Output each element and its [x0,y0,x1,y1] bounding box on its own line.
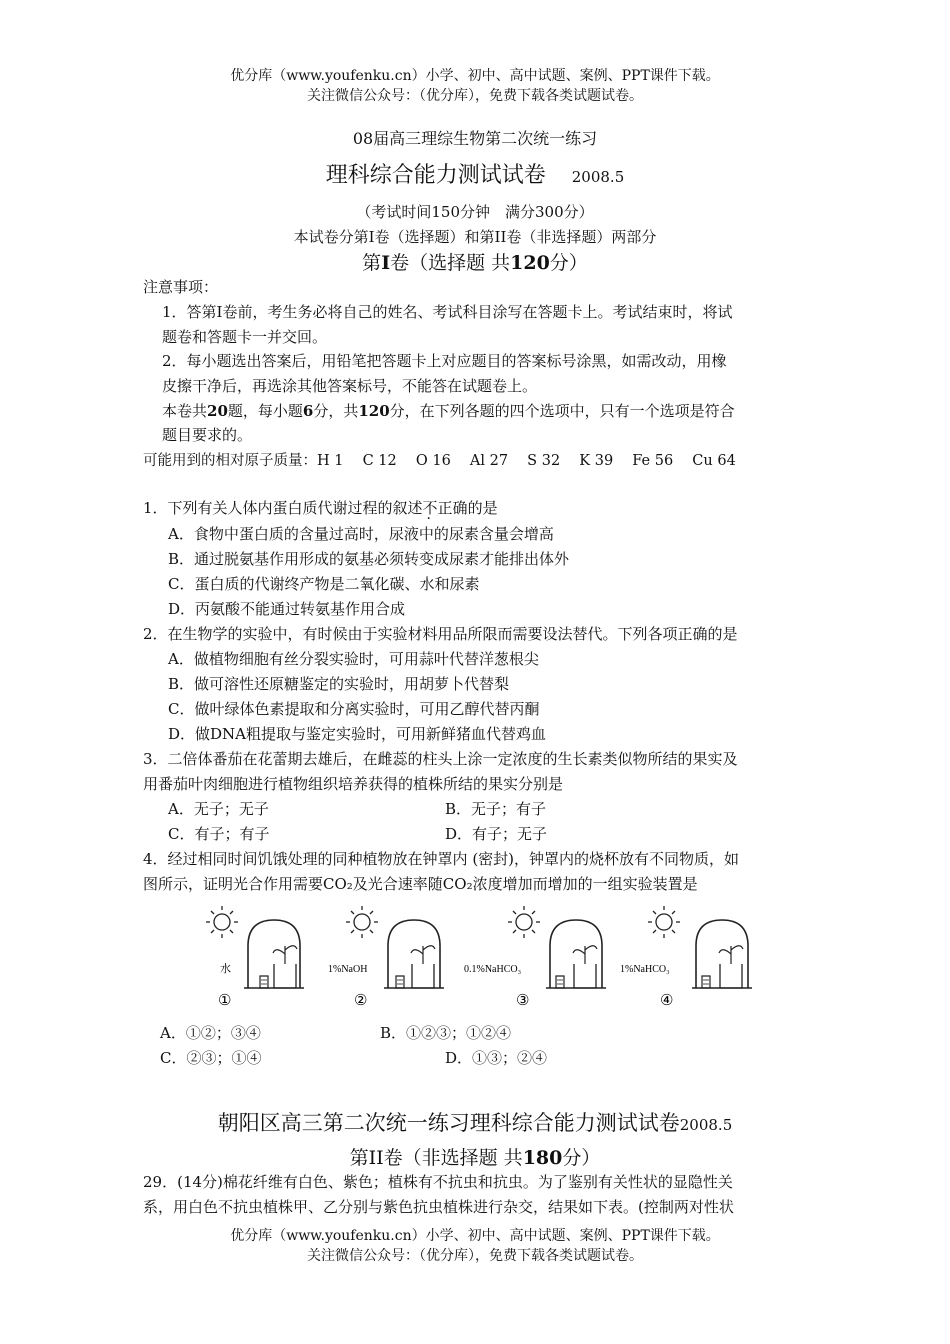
q2-stem: 2．在生物学的实验中，有时候由于实验材料用品所限而需要设法替代。下列各项正确的是 [143,625,738,643]
q3-stem-a: 3．二倍体番茄在花蕾期去雄后，在雌蕊的柱头上涂一定浓度的生长素类似物所结的果实及 [143,750,738,768]
part2-heading-post: 分） [562,1147,601,1169]
bell-jar-icon [546,920,606,988]
notice-info-2: 题，每小题 [227,402,303,420]
notice-info-4: 分，在下列各题的四个选项中，只有一个选项是符合 [389,402,735,420]
notice-info-each: 6 [302,402,314,420]
q1-stem-a: 1．下列有关人体内蛋白质代谢过程的叙述 [143,499,423,517]
header-line-2: 关注微信公众号：（优分库），免费下载各类试题试卷。 [307,88,643,104]
exam-title-date: 2008.5 [571,168,625,186]
apparatus-num-2: ② [354,993,368,1009]
bell-jar-icon [692,920,752,988]
part2-title [0,1107,950,1137]
q2-option-c: C．做叶绿体色素提取和分离实验时，可用乙醇代替丙酮 [168,700,540,718]
q4-option-b: B．①②③；①②④ [380,1024,512,1042]
apparatus-1 [206,906,304,1009]
q2-option-a: A．做植物细胞有丝分裂实验时，可用蒜叶代替洋葱根尖 [168,650,539,668]
part2-heading [0,1143,950,1170]
q4-option-a: A．①②；③④ [160,1024,261,1042]
apparatus-2 [328,906,444,1009]
notice-info-1: 本卷共 [162,402,208,420]
notice-heading: 注意事项： [143,278,219,296]
notice-info [162,401,735,421]
part1-post: 分） [549,252,588,274]
exam-time-note: （考试时间150分钟 满分300分） [356,203,594,221]
notice-info-total: 120 [358,402,390,420]
apparatus-3 [464,906,606,1009]
notice-info-3: 分，共 [313,402,359,420]
notice-info-b: 题目要求的。 [162,426,253,444]
part2-heading-pre: 第II卷（非选择题 共 [349,1147,523,1169]
part1-mid: 卷（选择题 共 [390,252,511,274]
q4-stem-a: 4．经过相同时间饥饿处理的同种植物放在钟罩内 (密封)，钟罩内的烧杯放有不同物质，如 [143,850,740,868]
notice-item-2a: 2．每小题选出答案后，用铅笔把答题卡上对应题目的答案标号涂黑，如需改动，用橡 [162,352,727,370]
part1-pre: 第 [362,252,382,274]
q3-option-a: A．无子；无子 [168,800,269,818]
q3-option-b: B．无子；有子 [445,800,547,818]
bell-jar-icon [244,920,304,988]
notice-item-1b: 题卷和答题卡一并交回。 [162,328,328,346]
sun-icon [206,906,238,938]
q1-option-d: D．丙氨酸不能通过转氨基作用合成 [168,600,406,618]
notice-item-1a: 1．答第I卷前，考生务必将自己的姓名、考试科目涂写在答题卡上。考试结束时，将试 [162,303,733,321]
sun-icon [346,906,378,938]
header-line-1: 优分库（www.youfenku.cn）小学、初中、高中试题、案例、PPT课件下载。 [230,68,720,84]
apparatus-num-4: ④ [660,993,674,1009]
q4-stem-b: 图所示，证明光合作用需要CO₂及光合速率随CO₂浓度增加而增加的一组实验装置是 [143,875,698,893]
exam-subtitle: 08届高三理综生物第二次统一练习 [352,129,598,148]
q4-apparatus-figure [200,902,760,1014]
q2-option-b: B．做可溶性还原糖鉴定的实验时，用胡萝卜代替梨 [168,675,510,693]
apparatus-4 [620,906,752,1009]
part2-title-text: 朝阳区高三第二次统一练习理科综合能力测试试卷 [217,1111,680,1135]
q4-option-c: C．②③；①④ [160,1049,262,1067]
q1-option-c: C．蛋白质的代谢终产物是二氧化碳、水和尿素 [168,575,480,593]
part2-title-date: 2008.5 [679,1116,733,1134]
sun-icon [648,906,680,938]
q4-option-d: D．①③；②④ [445,1049,548,1067]
q3-stem-b: 用番茄叶肉细胞进行植物组织培养获得的植株所结的果实分别是 [143,775,564,793]
q29-line-a: 29．(14分)棉花纤维有白色、紫色；植株有不抗虫和抗虫。为了鉴别有关性状的显隐性关 [143,1173,733,1191]
exam-title [0,158,950,189]
apparatus-label-2: 1%NaOH [328,964,368,975]
notice-item-2b: 皮擦干净后，再选涂其他答案标号，不能答在试题卷上。 [162,377,538,395]
exam-parts-note: 本试卷分第I卷（选择题）和第II卷（非选择题）两部分 [293,228,657,246]
atomic-masses: 可能用到的相对原子质量：H 1 C 12 O 16 Al 27 S 32 K 39 Fe 56 Cu 64 [143,453,736,469]
bell-jar-icon [384,920,444,988]
apparatus-label-1: 水 [220,963,231,975]
apparatus-num-1: ① [218,993,232,1009]
notice-info-count: 20 [207,402,228,420]
part1-score: 120 [510,252,550,274]
q3-option-d: D．有子；无子 [445,825,548,843]
q2-option-d: D．做DNA粗提取与鉴定实验时，可用新鲜猪血代替鸡血 [168,725,547,743]
footer-line-1: 优分库（www.youfenku.cn）小学、初中、高中试题、案例、PPT课件下载。 [230,1228,720,1244]
sun-icon [508,906,540,938]
apparatus-label-4: 1%NaHCO₃ [620,964,670,975]
apparatus-label-3: 0.1%NaHCO₃ [464,964,522,975]
q29-line-b: 系，用白色不抗虫植株甲、乙分别与紫色抗虫植株进行杂交，结果如下表。(控制两对性状 [143,1198,734,1216]
q1-stem-emphasis: 不正确 [422,499,468,517]
q1-stem [143,498,498,518]
q1-option-a: A．食物中蛋白质的含量过高时，尿液中的尿素含量会增高 [168,525,554,543]
q1-stem-b: 的是 [467,499,498,517]
exam-title-text: 理科综合能力测试试卷 [325,163,546,188]
q3-option-c: C．有子；有子 [168,825,270,843]
part1-heading [0,248,950,275]
apparatus-num-3: ③ [516,993,530,1009]
part2-heading-score: 180 [522,1147,563,1169]
q1-option-b: B．通过脱氨基作用形成的氨基必须转变成尿素才能排出体外 [168,550,570,568]
part1-roman: I [381,252,391,274]
footer-line-2: 关注微信公众号：（优分库），免费下载各类试题试卷。 [307,1248,643,1264]
